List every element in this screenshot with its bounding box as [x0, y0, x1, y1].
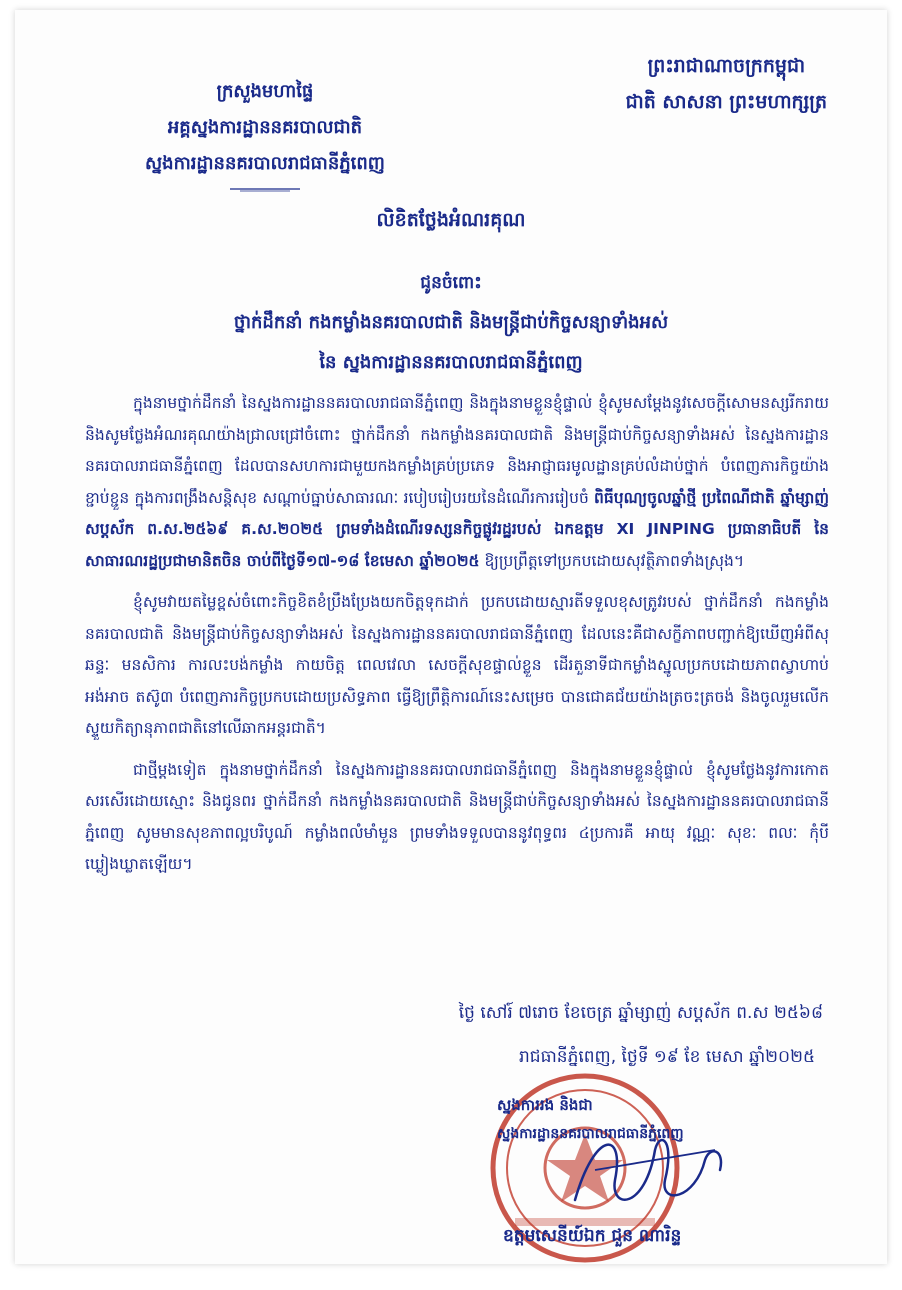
- to-label: ជូនចំពោះ: [420, 273, 482, 293]
- paragraph-1: [85, 388, 829, 577]
- letter-page: [15, 10, 887, 1264]
- paragraph-1-text-c: ឱ្យប្រព្រឹត្តទៅប្រកបដោយសុវត្ថិភាពទាំងស្រុង។: [479, 551, 745, 570]
- letter-body: [85, 388, 829, 891]
- paragraph-1-bold-event: ពិធីបុណ្យចូលឆ្នាំថ្មី ប្រពៃណីជាតិ ឆ្នាំម្សាញ់ សប្តស័ក ព.ស.២៥៦៩ គ.ស.២០២៥ ព្រមទាំងដំណើរទស្សនកិច្ចផ្លូវរដ្ឋរបស់ ឯកឧត្តម XI JINPING ប្រធានាធិបតី នៃសាធារណរដ្ឋប្រជាមានិតចិន ចាប់ពីថ្ងៃទី១៧-១៨ ខែមេសា ឆ្នាំ២០២៥: [85, 488, 830, 570]
- ministry-name: ក្រសួងមហាផ្ទៃ: [216, 81, 314, 102]
- commissariat-name: អគ្គស្នងការដ្ឋាននគរបាលជាតិ: [167, 117, 363, 138]
- paragraph-2: ខ្ញុំសូមវាយតម្លៃខ្ពស់ចំពោះកិច្ចខិតខំប្រឹងប្រែងយកចិត្តទុកដាក់ ប្រកបដោយស្មារតីទទួលខុសត្រូវរបស់ ថ្នាក់ដឹកនាំ កងកម្លាំងនគរបាលជាតិ និងមន្ត្រីជាប់កិច្ចសន្យាទាំងអស់ នៃស្នងការដ្ឋាននគរបាលរាជធានីភ្នំពេញ ដែលនេះគឺជាសក្ខីភាពបញ្ជាក់ឱ្យឃើញអំពីសុឆន្ទៈ មនសិការ ការលះបង់កម្លាំង កាយចិត្ត ពេលវេលា សេចក្តីសុខផ្ទាល់ខ្លួន ដើរតួនាទីជាកម្លាំងស្នូលប្រកបដោយភាពស្វាហាប់ អង់អាច តស៊ូ៣ បំពេញភារកិច្ចប្រកបដោយប្រសិទ្ធភាព ធ្វើឱ្យព្រឹត្តិការណ៍នេះសម្រេច បានជោគជ័យយ៉ាងត្រចះត្រចង់ និងចូលរួមលើកស្ទួយកិត្យានុភាពជាតិនៅលើឆាកអន្តរជាតិ។: [85, 593, 829, 737]
- letter-title: លិខិតថ្លែងអំណរគុណ: [376, 209, 526, 231]
- lunar-date: ថ្ងៃ សៅរ៍ ៧រោច ខែចេត្រ ឆ្នាំម្សាញ់ សប្តស័ក ព.ស ២៥៦៨: [458, 1003, 823, 1023]
- signer-title-line-1: ស្នងការរង និងជា: [497, 1096, 593, 1114]
- recipient-line-1: ថ្នាក់ដឹកនាំ កងកម្លាំងនគរបាលជាតិ និងមន្ត្រីជាប់កិច្ចសន្យាទាំងអស់: [233, 312, 669, 333]
- signer-title-line-2: ស្នងការដ្ឋាននគរបាលរាជធានីភ្នំពេញ: [497, 1126, 684, 1142]
- national-motto: ជាតិ សាសនា ព្រះមហាក្សត្រ: [625, 91, 827, 113]
- phnom-penh-commissariat-name: ស្នងការដ្ឋាននគរបាលរាជធានីភ្នំពេញ: [145, 153, 385, 174]
- header-right: [626, 48, 827, 120]
- paragraph-1-text-a: ក្នុងនាមថ្នាក់ដឹកនាំ នៃស្នងការដ្ឋាននគរបាលរាជធានីភ្នំពេញ និងក្នុងនាមខ្លួនខ្ញុំផ្ទាល់ ខ្ញុំសូមសម្តែងនូវសេចក្តីសោមនស្សរីករាយ និងសូមថ្លែងអំណរគុណយ៉ាងជ្រាលជ្រៅចំពោះ ថ្នាក់ដឹកនាំ កងកម្លាំងនគរបាលជាតិ និងមន្ត្រីជាប់កិច្ចសន្យាទាំងអស់ នៃស្នងការដ្ឋាននគរបាលរាជធានីភ្នំពេញ ដែលបានសហការជាមួយកងកម្លាំងគ្រប់ប្រភេទ និងអាជ្ញាធរមូលដ្ឋានគ្រប់លំដាប់ថ្នាក់ បំពេញភារកិច្ចយ៉ាងខ្ជាប់ខ្ជួន ក្នុងការពង្រឹងសន្តិសុខ សណ្តាប់ធ្នាប់សាធារណៈ របៀបរៀបរយនៃដំណើរការរៀបចំ: [85, 394, 829, 507]
- signer-name: ឧត្តមសេនីយ៍ឯក ជួន ណារិន្ទ: [503, 1226, 682, 1246]
- header-ornament: [230, 186, 300, 192]
- kingdom-name: ព្រះរាជាណាចក្រកម្ពុជា: [647, 55, 806, 77]
- place-and-date: រាជធានីភ្នំពេញ, ថ្ងៃទី ១៩ ខែ មេសា ឆ្នាំ២០២៥: [519, 1047, 815, 1067]
- header-left: [145, 74, 385, 192]
- recipient-line-2: នៃ ស្នងការដ្ឋាននគរបាលរាជធានីភ្នំពេញ: [319, 352, 583, 373]
- paragraph-3: ជាថ្មីម្តងទៀត ក្នុងនាមថ្នាក់ដឹកនាំ នៃស្នងការដ្ឋាននគរបាលរាជធានីភ្នំពេញ និងក្នុងនាមខ្លួនខ្ញុំផ្ទាល់ ខ្ញុំសូមថ្លែងនូវការកោតសរសើរដោយស្មោះ និងជូនពរ ថ្នាក់ដឹកនាំ កងកម្លាំងនគរបាលជាតិ និងមន្ត្រីជាប់កិច្ចសន្យាទាំងអស់ នៃស្នងការដ្ឋាននគរបាលរាជធានីភ្នំពេញ សូមមានសុខភាពល្អបរិបូណ៍ កម្លាំងពលំមាំមួន ព្រមទាំងទទួលបាននូវពុទ្ធពរ ៤ប្រការគឺ អាយុ វណ្ណៈ សុខៈ ពលៈ កុំបីឃ្លៀងឃ្លាតឡើយ។: [85, 760, 829, 873]
- handwritten-signature-icon: [555, 1110, 745, 1230]
